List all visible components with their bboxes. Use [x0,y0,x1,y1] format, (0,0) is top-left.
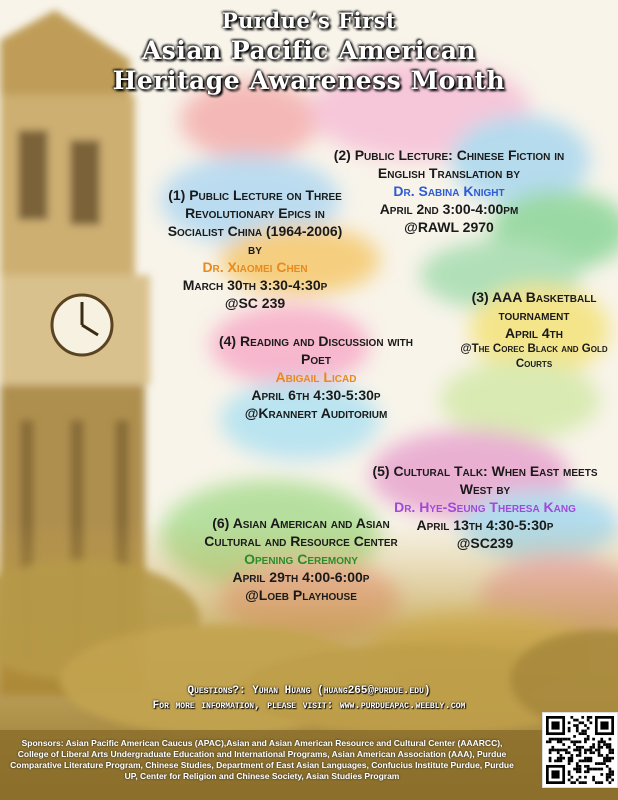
event-2-location: @RAWL 2970 [404,219,494,235]
event-2-speaker: Dr. Sabina Knight [393,183,505,199]
title-line-3: Heritage Awareness Month [112,66,506,95]
qr-code [542,712,618,788]
event-6-location: @Loeb Playhouse [245,587,357,603]
event-4-speaker: Abigail Licad [275,369,357,385]
event-4-time: April 6th 4:30-5:30p [251,387,381,403]
event-4 [218,332,414,422]
title-line-2: Asian Pacific American [141,36,477,65]
event-5-time: April 13th 4:30-5:30p [416,517,554,533]
event-6-title: (6) Asian American and Asian Cultural and Resource Center [204,515,398,549]
event-5-title: (5) Cultural Talk: When East meets West by [372,463,598,497]
event-1-speaker: Dr. Xiaomei Chen [202,259,308,275]
event-1-location: @SC 239 [224,295,286,311]
event-6 [198,514,404,604]
event-4-location: @Krannert Auditorium [244,405,388,421]
event-6-time: April 29th 4:00-6:00p [232,569,370,585]
more-info-line: For more information, please visit: www.purdueapac.weebly.com [152,700,466,712]
sponsors-text: Sponsors: Asian Pacific American Caucus (APAC),Asian and Asian American Resource and Cultural Center (AAARCC), College of Liberal Arts Undergraduate Education and International Programs, Asian American Association (AAA), Purdue Comparative Literature Program, Chinese Studies, Department of East Asian Languages, Confucius Institute Purdue, Purdue UP, Center for Religion and Chinese Society, Asian Studies Program [10,738,514,781]
qr-code-icon [546,716,614,784]
event-4-title: (4) Reading and Discussion with Poet [218,333,413,367]
event-3-location: @The Corec Black and Gold Courts [460,343,608,370]
event-6-subtitle: Opening Ceremony [244,551,358,567]
questions-line: Questions?: Yuhan Huang (huang265@purdue.edu) [187,685,431,697]
event-2 [318,146,580,236]
event-2-title: (2) Public Lecture: Chinese Fiction in English Translation by [333,147,565,181]
event-1-title: (1) Public Lecture on Three Revolutionary Epics in Socialist China (1964-2006) by [167,187,343,257]
poster-title [0,6,618,96]
event-5-location: @SC239 [456,535,514,551]
title-line-1: Purdue’s First [221,8,397,33]
event-3-time: April 4th [505,325,563,341]
event-3 [454,288,614,372]
event-2-time: April 2nd 3:00-4:00pm [379,201,519,217]
event-1-time: March 30th 3:30-4:30p [182,277,328,293]
event-3-title: (3) AAA Basketball tournament [471,289,597,323]
contact-info [0,684,618,714]
event-5-speaker: Dr. Hye-Seung Theresa Kang [394,499,576,515]
